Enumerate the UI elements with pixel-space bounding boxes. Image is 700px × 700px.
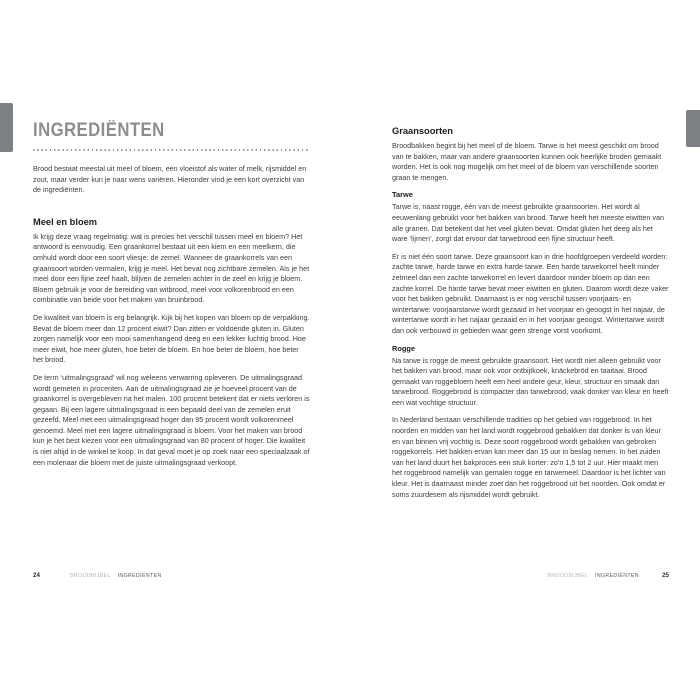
chapter-edge-tab-left	[0, 103, 13, 152]
section-heading-meel-en-bloem: Meel en bloem	[33, 216, 98, 227]
running-title-right	[547, 573, 639, 579]
subsection-heading-rogge: Rogge	[392, 343, 415, 353]
section-heading-graansoorten: Graansoorten	[392, 126, 453, 136]
chapter-name-text: INGREDIËNTEN	[117, 573, 162, 579]
body-paragraph: De term ‘uitmalingsgraad’ wil nog weleens verwarring opleveren. De uitmalingsgraad wordt gemeten in procenten. Aan de uitmalingsgraad zie je hoeveel procent van de graankorrel is overgebleven na het malen. 100 procent betekent dat er niets verloren is gegaan. Bij een lagere uitmalingsgraad is een bepaald deel van de zemelen eruit gezeefd. Meel met een uitmalingsgraad hoger dan 95 procent wordt volkorenmeel genoemd. Meel met een lagere uitmalingsgraad is bloem. Voor het maken van brood kun je het best kiezen voor een uitmalingsgraad van 80 procent of hoger. Die kwaliteit is niet altijd in de winkel te koop. In dat geval moet je op zoek naar een speciaalzaak of een molenaar die bloem met de juiste uitmalingsgraad verkoopt.	[33, 372, 310, 467]
chapter-name-text: INGREDIËNTEN	[595, 573, 639, 579]
chapter-title: INGREDIËNTEN	[33, 120, 165, 141]
chapter-edge-tab-right	[686, 110, 700, 147]
chapter-intro-paragraph: Brood bestaat meestal uit meel of bloem, een vloeistof als water of melk, rijsmiddel en zout, maar verder kun je naar wens variëren. Hieronder vind je een kort overzicht van de ingrediënten.	[33, 164, 307, 195]
body-paragraph: Er is niet één soort tarwe. Deze graansoort kan in drie hoofdgroepen verdeeld worden: zachte tarwe, harde tarwe en extra harde tarwe. Een harde tarwekorrel heeft minder zetmeel dan een zachte tarwekorrel en levert daardoor minder bloem op dan een zachte korrel. De harde tarwe bevat meer eiwitten en gluten. Daarom wordt deze vaker voor het bakken gebruikt. Daarnaast is er nog verschil tussen voorjaars- en wintertarwe: voorjaarstarwe wordt gezaaid in het voorjaar en geoogst in het najaar, de wintertarwe wordt in het najaar gezaaid en in het voorjaar geoogst. Wintertarwe wordt dan ook verbouwd in gebieden waar geen strenge vorst voorkomt.	[392, 251, 669, 335]
running-title-left	[70, 573, 162, 579]
dotted-rule	[33, 149, 310, 151]
book-title-text: BROODBIJBEL	[70, 573, 111, 579]
body-paragraph: Ik krijg deze vraag regelmatig: wat is precies het verschil tussen meel en bloem? Het antwoord is eenvoudig. Een graankorrel bestaat uit een kiem en een meelkern, die omhuld wordt door een soort vliesje: de zemel. Wanneer de graankorrels van een graansoort worden vermalen, krijg je meel. Het bevat nog zichtbare zemelen. Als je het meel door een fijne zeef haalt, blijven de zemelen achter in de zeef en krijg je bloem. Bloem gebruik je voor de bereiding van witbrood, meel voor volkorenbrood en een combinatie van beide voor het maken van bruinbrood.	[33, 231, 310, 305]
page-number-right: 25	[662, 572, 669, 579]
page-number-left: 24	[33, 572, 40, 579]
page-left-column	[33, 122, 310, 475]
body-paragraph: Broodbakken begint bij het meel of de bloem. Tarwe is het meest geschikt om brood van te bakken, maar van andere graansoorten kunnen ook heerlijke broden gemaakt worden. Het is ook nog mogelijk om het meel of de bloem van verschillende soorten graan te mengen.	[392, 141, 662, 182]
body-paragraph: In Nederland bestaan verschillende tradities op het gebied van roggebrood. In het noorden en midden van het land wordt roggebrood gebakken dat donker is van kleur en van binnen vrij vochtig is. Deze soort roggebrood wordt gebakken van gebroken roggekorrels. Het bakken ervan kan meer dan 15 uur in beslag nemen. In het zuiden van het land duurt het bakproces een stuk korter: zo’n 1,5 tot 2 uur. Hier maakt men het roggebrood namelijk van gemalen rogge en tarwemeel. Daardoor is het lichter van kleur. Het is daarnaast minder zoet dan het roggebrood uit het noorden. Ook omdat er soms zuurdesem als rijsmiddel wordt gebruikt.	[392, 415, 666, 499]
running-footer-right	[392, 573, 669, 583]
page-right-column	[392, 126, 669, 507]
body-paragraph: Na tarwe is rogge de meest gebruikte graansoort. Het wordt niet alleen gebruikt voor het bakken van brood, maar ook voor ontbijtkoek, knäckebröd en taaitaai. Brood gemaakt van roggebloem heeft een heel andere geur, kleur, structuur en smaak dan tarwebrood. Roggebrood is compacter dan tarwebrood, vaak donker van kleur en heeft een wat vochtige structuur.	[392, 355, 669, 407]
subsection-heading-tarwe: Tarwe	[392, 190, 413, 200]
running-footer-left	[33, 573, 310, 583]
book-title-text: BROODBIJBEL	[547, 573, 589, 579]
body-paragraph: De kwaliteit van bloem is erg belangrijk. Kijk bij het kopen van bloem op de verpakking. Bevat de bloem meer dan 12 procent eiwit? Dan zitten er voldoende gluten in. Gluten zorgen namelijk voor een mooi samenhangend deeg en een lekker luchtig brood. Hoe meer eiwit, hoe meer gluten, hoe beter de bloem. En hoe beter de bloem, hoe beter het brood.	[33, 312, 310, 365]
body-paragraph: Tarwe is, naast rogge, één van de meest gebruikte graansoorten. Het wordt al eeuwenlang gebruikt voor het bakken van brood. Tarwe heeft het meeste eiwitten van alle granen. Dat betekent dat het veel gluten bevat. Omdat gluten het deeg als het ware ‘lijmen’, zorgt dat ervoor dat tarwebrood een fijne structuur heeft.	[392, 202, 664, 244]
